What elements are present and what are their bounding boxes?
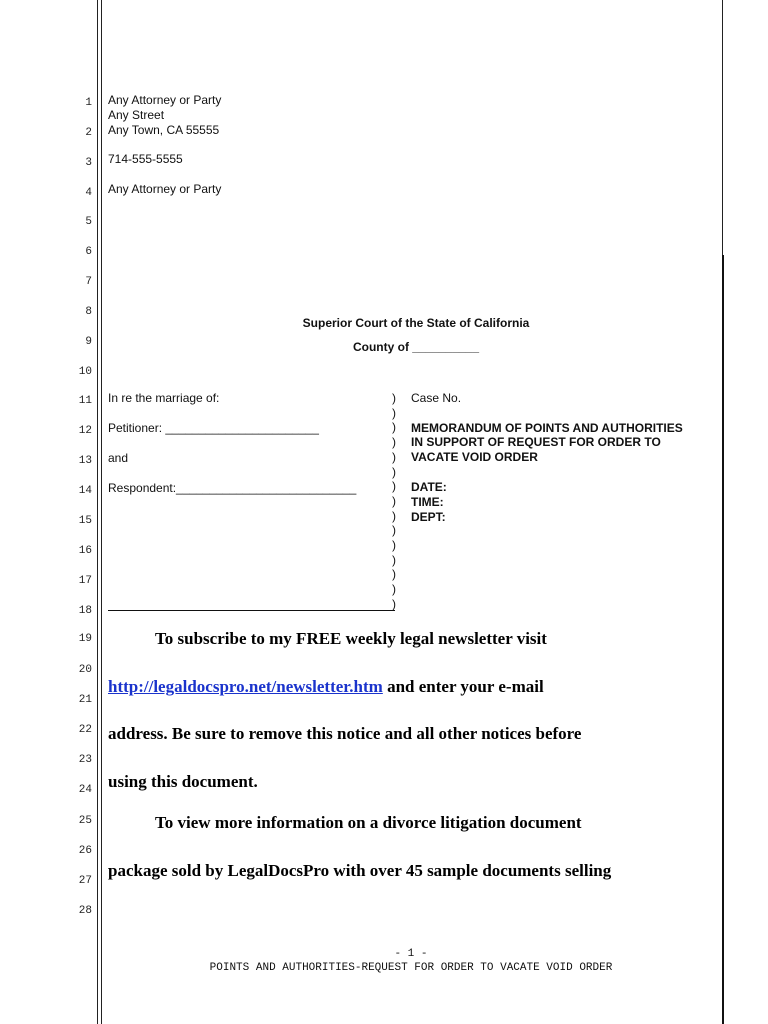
line-number: 14 [78,485,92,497]
line-number: 15 [78,515,92,527]
line-number: 1 [85,97,92,109]
line-number: 25 [78,815,92,827]
newsletter-line-rest: and enter your e-mail [382,677,544,696]
attorney-phone: 714-555-5555 [108,152,183,166]
notice-paragraph-1-line-1: To subscribe to my FREE weekly legal newsletter visit [155,629,547,648]
respondent-field: Respondent:___________________________ [108,481,357,495]
line-number: 20 [78,664,92,676]
notice-paragraph-2-line-1: To view more information on a divorce litigation document [155,813,582,832]
caption-parenthesis: ) [392,552,396,567]
line-number: 11 [78,395,92,407]
notice-paragraph-1-line-2 [108,677,544,697]
line-number: 9 [85,336,92,348]
hearing-dept-label: DEPT: [411,510,446,524]
line-number: 26 [78,845,92,857]
notice-paragraph-2-line-2: package sold by LegalDocsPro with over 45 sample documents selling [108,861,612,880]
attorney-for: Any Attorney or Party [108,182,222,196]
caption-parenthesis: ) [392,435,396,450]
in-re-label: In re the marriage of: [108,391,220,405]
footer-title: POINTS AND AUTHORITIES-REQUEST FOR ORDER TO VACATE VOID ORDER [209,962,613,974]
caption-parenthesis: ) [392,523,396,538]
newsletter-link[interactable]: http://legaldocspro.net/newsletter.htm [108,677,383,696]
line-number: 19 [78,633,92,645]
hearing-date-label: DATE: [411,480,447,494]
line-number: 8 [85,306,92,318]
line-number: 28 [78,905,92,917]
line-number: 24 [78,784,92,796]
line-number: 23 [78,754,92,766]
line-number: 18 [78,605,92,617]
caption-parenthesis: ) [392,567,396,582]
caption-parenthesis: ) [392,391,396,405]
attorney-city: Any Town, CA 55555 [108,123,220,137]
document-title-line-3: VACATE VOID ORDER [411,450,538,464]
line-number: 27 [78,875,92,887]
line-number: 7 [85,276,92,288]
document-title-line-2: IN SUPPORT OF REQUEST FOR ORDER TO [411,435,661,449]
right-margin-rule-dark [722,255,724,1024]
line-number: 22 [78,724,92,736]
caption-parenthesis: ) [392,493,396,508]
attorney-street: Any Street [108,108,165,122]
caption-parenthesis: ) [392,596,396,611]
caption-bottom-rule [108,610,395,611]
line-number: 17 [78,575,92,587]
case-number-label: Case No. [411,391,462,405]
caption-parenthesis: ) [392,538,396,552]
line-number: 5 [85,216,92,228]
line-number: 21 [78,694,92,706]
caption-parenthesis: ) [392,582,396,597]
caption-parenthesis: ) [392,405,396,420]
line-number: 13 [78,455,92,467]
left-margin-rule-inner [101,0,102,1024]
line-number: 3 [85,157,92,169]
attorney-name: Any Attorney or Party [108,93,222,107]
notice-paragraph-1-line-4: using this document. [108,772,258,791]
notice-paragraph-1-line-3: address. Be sure to remove this notice and all other notices before [108,724,582,743]
line-number: 2 [85,127,92,139]
court-name: Superior Court of the State of California [302,316,530,330]
line-number: 6 [85,246,92,258]
hearing-time-label: TIME: [411,495,444,509]
left-margin-rule-outer [97,0,98,1024]
petitioner-field: Petitioner: _______________________ [108,421,319,435]
caption-parenthesis: ) [392,464,396,479]
and-label: and [108,451,129,465]
caption-parenthesis: ) [392,479,396,494]
caption-parenthesis: ) [392,420,396,435]
court-county: County of __________ [352,340,480,354]
line-number: 10 [78,366,92,378]
line-number: 16 [78,545,92,557]
line-number: 4 [85,187,92,199]
caption-parenthesis: ) [392,508,396,523]
page-number: - 1 - [394,948,428,960]
document-title-line-1: MEMORANDUM OF POINTS AND AUTHORITIES [411,421,683,435]
caption-parenthesis: ) [392,449,396,464]
line-number: 12 [78,425,92,437]
